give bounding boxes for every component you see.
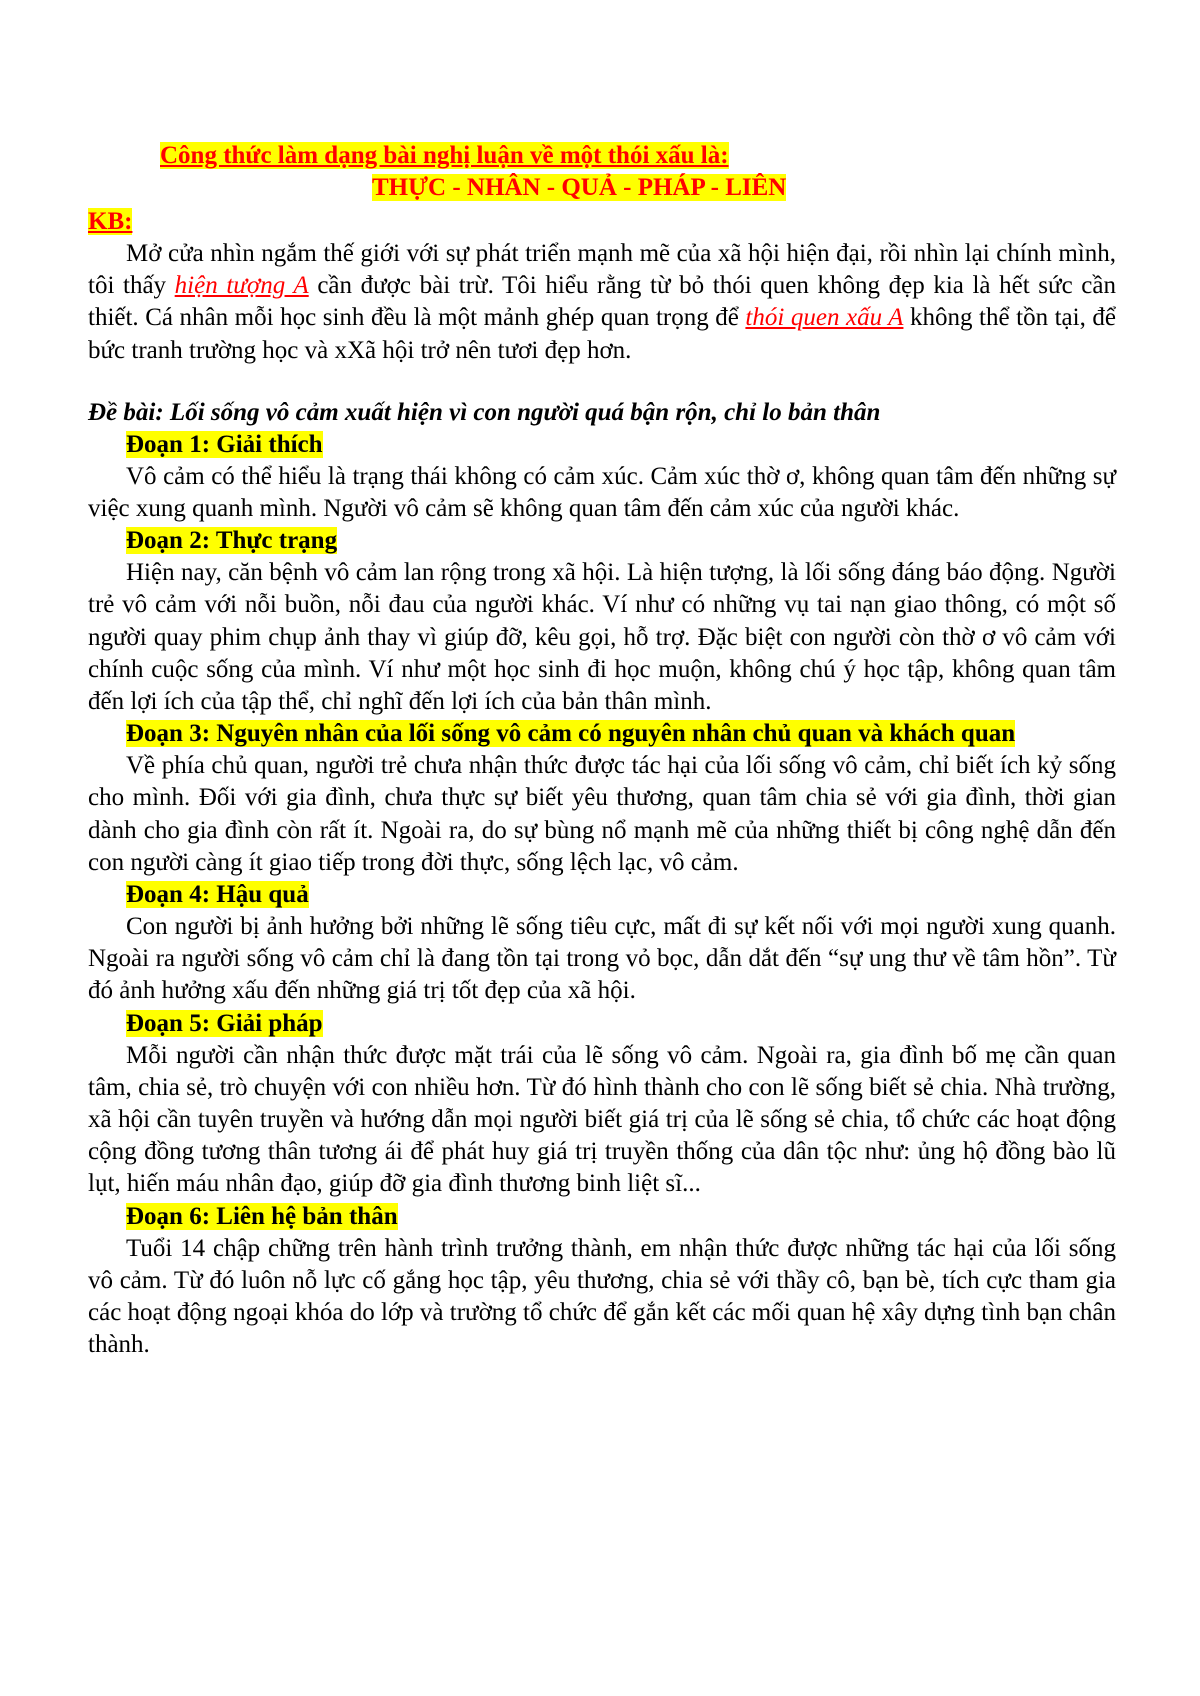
section-heading-2: Đoạn 2: Thực trạng bbox=[126, 527, 338, 555]
topic-heading: Đề bài: Lối sống vô cảm xuất hiện vì con người quá bận rộn, chỉ lo bản thân bbox=[88, 398, 881, 426]
kb-link-bad-habit[interactable]: thói quen xấu A bbox=[745, 304, 904, 332]
section-heading-1: Đoạn 1: Giải thích bbox=[126, 430, 323, 458]
kb-label: KB: bbox=[88, 208, 133, 235]
section-paragraph-5: Mỗi người cần nhận thức được mặt trái của lẽ sống vô cảm. Ngoài ra, gia đình bố mẹ cần quan tâm, chia sẻ, trò chuyện với con nhiều hơn. Từ đó hình thành cho con lẽ sống biết sẻ chia. Nhà trường, xã hội cần tuyên truyền và hướng dẫn mọi người biết giá trị của lẽ sống sẻ chia, tổ chức các hoạt động cộng đồng tương thân tương ái để phát huy giá trị truyền thống của dân tộc như: ủng hộ đồng bào lũ lụt, hiến máu nhân đạo, giúp đỡ gia đình thương binh liệt sĩ... bbox=[88, 1041, 1116, 1198]
kb-link-phenomenon[interactable]: hiện tượng A bbox=[174, 272, 309, 300]
title-line-2: THỰC - NHÂN - QUẢ - PHÁP - LIÊN bbox=[372, 174, 787, 201]
kb-heading bbox=[88, 206, 1116, 238]
kb-text-2: cần được bài trừ. Tôi hiểu rằng từ bỏ thói quen không đẹp kia là hết sức cần thiết. Cá nhân mỗi học sinh đều là một mảnh ghép quan trọng để bbox=[88, 272, 1116, 332]
title-line-1: Công thức làm dạng bài nghị luận về một thói xấu là: bbox=[160, 142, 729, 169]
section-paragraph-6: Tuổi 14 chập chững trên hành trình trưởng thành, em nhận thức được những tác hại của lối sống vô cảm. Từ đó luôn nỗ lực cố gắng học tập, yêu thương, chia sẻ với thầy cô, bạn bè, tích cực tham gia các hoạt động ngoại khóa do lớp và trường tổ chức để gắn kết các mối quan hệ xây dựng tình bạn chân thành. bbox=[88, 1234, 1116, 1359]
section-paragraph-3: Về phía chủ quan, người trẻ chưa nhận thức được tác hại của lối sống vô cảm, chỉ biết ích kỷ sống cho mình. Đối với gia đình, chưa thực sự biết yêu thương, quan tâm chia sẻ với gia đình, thời gian dành cho gia đình còn rất ít. Ngoài ra, do sự bùng nổ mạnh mẽ của những thiết bị công nghệ dẫn đến con người càng ít giao tiếp trong đời thực, sống lệch lạc, vô cảm. bbox=[88, 752, 1116, 876]
document-title bbox=[160, 140, 1116, 172]
section-paragraph-2: Hiện nay, căn bệnh vô cảm lan rộng trong xã hội. Là hiện tượng, là lối sống đáng báo động. Người trẻ vô cảm với nỗi buồn, nỗi đau của người khác. Ví như có những vụ tai nạn giao thông, có một số người quay phim chụp ảnh thay vì giúp đỡ, kêu gọi, hỗ trợ. Đặc biệt con người còn thờ ơ vô cảm với chính cuộc sống của mình. Ví như một học sinh đi học muộn, không chú ý học tập, không quan tâm đến lợi ích của tập thể, chỉ nghĩ đến lợi ích của bản thân mình. bbox=[88, 559, 1116, 716]
kb-text-1: Mở cửa nhìn ngắm thế giới với sự phát triển mạnh mẽ của xã hội hiện đại, rồi nhìn lại chính mình, tôi thấy bbox=[88, 240, 1116, 300]
kb-paragraph bbox=[88, 238, 1116, 367]
document-subtitle bbox=[372, 172, 1116, 204]
section-paragraph-4: Con người bị ảnh hưởng bởi những lẽ sống tiêu cực, mất đi sự kết nối với mọi người xung quanh. Ngoài ra người sống vô cảm chỉ là đang tồn tại trong vỏ bọc, dẫn dắt đến “sự ung thư về tâm hồn”. Từ đó ảnh hưởng xấu đến những giá trị tốt đẹp của xã hội. bbox=[88, 913, 1116, 1005]
section-heading-6: Đoạn 6: Liên hệ bản thân bbox=[126, 1202, 398, 1230]
section-heading-4: Đoạn 4: Hậu quả bbox=[126, 881, 309, 909]
kb-text-3: không thể tồn tại, để bức tranh trường học và xXã hội trở nên tươi đẹp hơn. bbox=[88, 304, 1116, 364]
document-page bbox=[88, 140, 1116, 1361]
section-heading-5: Đoạn 5: Giải pháp bbox=[126, 1009, 323, 1037]
section-heading-3: Đoạn 3: Nguyên nhân của lối sống vô cảm có nguyên nhân chủ quan và khách quan bbox=[126, 720, 1016, 748]
section-paragraph-1: Vô cảm có thể hiểu là trạng thái không có cảm xúc. Cảm xúc thờ ơ, không quan tâm đến những sự việc xung quanh mình. Người vô cảm sẽ không quan tâm đến cảm xúc của người khác. bbox=[88, 462, 1116, 523]
